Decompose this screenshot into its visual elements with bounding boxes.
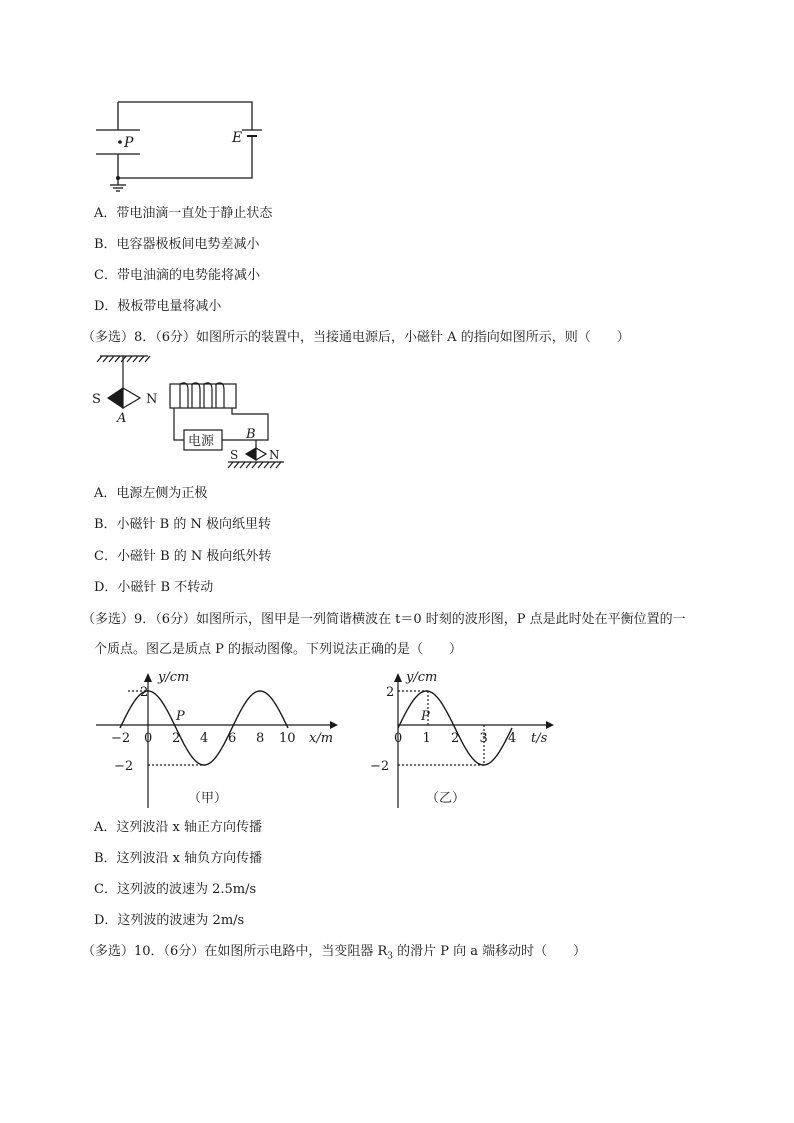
jia-xtick: 2: [172, 731, 181, 746]
yi-point-label: P: [421, 709, 430, 724]
oil-drop: [118, 140, 122, 144]
solenoid-compass-figure: [88, 350, 298, 480]
yi-ylabel: y/cm: [406, 670, 438, 685]
compass-a-n-label: N: [146, 392, 158, 407]
q8-option-b[interactable]: B．小磁针 B 的 N 极向纸里转: [94, 517, 272, 532]
yi-xtick: 4: [508, 731, 517, 746]
label-e: E: [232, 130, 243, 146]
q7-option-c[interactable]: C．带电油滴的电势能将减小: [94, 268, 260, 283]
q8-option-a[interactable]: A．电源左侧为正极: [94, 486, 208, 501]
yi-title: （乙）: [426, 791, 466, 806]
power-source-label: 电源: [188, 434, 215, 449]
jia-xlabel: x/m: [309, 731, 334, 746]
jia-xtick: 6: [228, 731, 237, 746]
jia-xtick: 0: [144, 731, 153, 746]
q10-stem-sub: 3: [387, 951, 393, 962]
q10-stem: [82, 944, 586, 965]
jia-waveform: [120, 691, 288, 765]
q9-option-c[interactable]: C．这列波的波速为 2.5m/s: [94, 882, 257, 897]
jia-point-label: P: [176, 709, 185, 724]
q8-option-c[interactable]: C．小磁针 B 的 N 极向纸外转: [94, 549, 272, 564]
q8-stem: （多选）8．（6分）如图所示的装置中，当接通电源后，小磁针 A 的指向如图所示，则（ ）: [82, 330, 630, 345]
q10-stem-pre: （多选）10．（6分）在如图所示电路中，当变阻器 R: [82, 944, 388, 959]
jia-xtick: −2: [111, 731, 131, 746]
yi-xlabel: t/s: [531, 731, 548, 746]
q9-option-d[interactable]: D．这列波的波速为 2m/s: [94, 913, 245, 928]
q8-option-d[interactable]: D．小磁针 B 不转动: [94, 580, 214, 595]
compass-b-label: B: [246, 427, 256, 442]
q9-stem-line2: 个质点。图乙是质点 P 的振动图像。下列说法正确的是（ ）: [94, 642, 463, 657]
yi-xtick: 0: [394, 731, 403, 746]
q10-stem-post: 的滑片 P 向 a 端移动时（ ）: [392, 944, 587, 959]
compass-b-n-label: N: [269, 448, 280, 462]
yi-waveform: [398, 691, 512, 765]
jia-ytick-2: 2: [140, 685, 149, 700]
compass-a-label: A: [117, 411, 127, 426]
yi-ytick-neg2: −2: [370, 759, 390, 774]
yi-xtick: 3: [479, 731, 488, 746]
q7-option-d[interactable]: D．极板带电量将减小: [94, 299, 222, 314]
yi-xtick: 2: [451, 731, 460, 746]
jia-xtick: 4: [200, 731, 209, 746]
q9-option-b[interactable]: B．这列波沿 x 轴负方向传播: [94, 851, 263, 866]
vibration-graph-yi: [366, 668, 566, 813]
label-p: P: [124, 135, 134, 151]
compass-b-s-label: S: [230, 448, 239, 462]
q7-option-b[interactable]: B．电容器极板间电势差减小: [94, 237, 260, 252]
jia-ylabel: y/cm: [158, 670, 190, 685]
jia-xtick: 8: [256, 731, 265, 746]
q7-option-a[interactable]: A．带电油滴一直处于静止状态: [94, 206, 273, 221]
jia-ytick-neg2: −2: [114, 759, 134, 774]
q9-stem-line1: （多选）9．（6分）如图所示，图甲是一列简谐横波在 t＝0 时刻的波形图，P 点是此时处在平衡位置的一: [82, 612, 686, 627]
jia-xtick: 10: [279, 731, 296, 746]
compass-a-s-label: S: [92, 392, 101, 407]
yi-xtick: 1: [422, 731, 431, 746]
jia-title: （甲）: [188, 791, 228, 806]
wave-graph-jia: [90, 668, 350, 813]
q9-option-a[interactable]: A．这列波沿 x 轴正方向传播: [94, 820, 262, 835]
capacitor-circuit-figure: [80, 90, 280, 195]
yi-ytick-2: 2: [386, 685, 395, 700]
